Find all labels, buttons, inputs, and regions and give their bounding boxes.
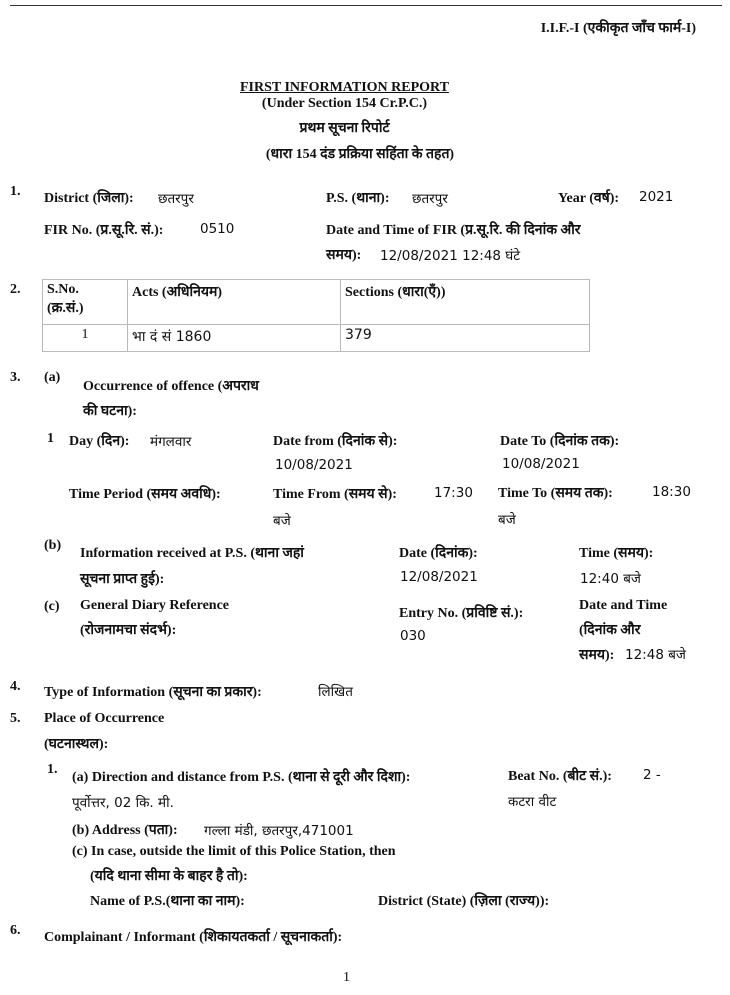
hindi-title: प्रथम सूचना रिपोर्ट bbox=[299, 121, 390, 136]
info-time-value: 12:40 बजे bbox=[580, 571, 641, 587]
cell-sno: 1 bbox=[43, 325, 128, 352]
place-row-number: 1. bbox=[47, 762, 58, 777]
occurrence-label: Occurrence of offence (अपराध bbox=[83, 379, 259, 394]
gd-dt-label-2: (दिनांक और bbox=[579, 623, 641, 638]
beat-value: 2 - bbox=[643, 767, 661, 783]
time-to-label: Time To (समय तक): bbox=[498, 486, 613, 501]
section-1-number: 1. bbox=[10, 184, 21, 199]
section-3-number: 3. bbox=[10, 370, 21, 385]
fir-label: FIR No. (प्र.सू.रि. सं.): bbox=[44, 223, 164, 238]
time-from-value: 17:30 bbox=[434, 485, 473, 501]
info-date-value: 12/08/2021 bbox=[400, 569, 478, 585]
info-received-label: Information received at P.S. (थाना जहां bbox=[80, 546, 304, 561]
header-acts: Acts (अधिनियम) bbox=[128, 280, 341, 325]
date-to-value: 10/08/2021 bbox=[502, 456, 580, 472]
district-value: छतरपुर bbox=[158, 191, 194, 207]
page-number: 1 bbox=[343, 970, 350, 985]
gd-dt-value: 12:48 बजे bbox=[625, 647, 686, 663]
info-date-label: Date (दिनांक): bbox=[399, 546, 478, 561]
info-type-label: Type of Information (सूचना का प्रकार): bbox=[44, 685, 262, 700]
place-label: Place of Occurrence bbox=[44, 711, 165, 726]
section-2-number: 2. bbox=[10, 282, 21, 297]
outside-label: (c) In case, outside the limit of this Police Station, then bbox=[72, 844, 396, 859]
cell-act: भा दं सं 1860 bbox=[128, 325, 341, 352]
cell-sections: 379 bbox=[341, 325, 590, 352]
s3-c: (c) bbox=[44, 599, 60, 614]
fir-value: 0510 bbox=[200, 221, 235, 237]
entry-value: 030 bbox=[400, 628, 426, 644]
occ-row-number: 1 bbox=[47, 431, 54, 446]
time-period-label: Time Period (समय अवधि): bbox=[69, 487, 221, 502]
gd-label: General Diary Reference bbox=[80, 598, 230, 613]
fir-date-label: Date and Time of FIR (प्र.सू.रि. की दिनांक और bbox=[326, 223, 581, 238]
name-ps-label: Name of P.S.(थाना का नाम): bbox=[90, 894, 245, 909]
year-value: 2021 bbox=[639, 189, 674, 205]
ps-value: छतरपुर bbox=[412, 191, 448, 207]
beat-value-2: कटरा वीट bbox=[508, 794, 557, 810]
gd-dt-label: Date and Time bbox=[579, 598, 668, 613]
occurrence-label-2: की घटना): bbox=[83, 404, 137, 419]
entry-label: Entry No. (प्रविष्टि सं.): bbox=[399, 606, 524, 621]
date-from-value: 10/08/2021 bbox=[275, 457, 353, 473]
acts-table bbox=[42, 279, 590, 352]
ps-label: P.S. (थाना): bbox=[326, 191, 390, 206]
direction-label: (a) Direction and distance from P.S. (थाना से दूरी और दिशा): bbox=[72, 770, 411, 785]
table-header-row bbox=[43, 280, 590, 325]
beat-label: Beat No. (बीट सं.): bbox=[508, 769, 612, 784]
table-row bbox=[43, 325, 590, 352]
district-state-label: District (State) (ज़िला (राज्य)): bbox=[378, 894, 550, 909]
time-from-unit: बजे bbox=[273, 513, 291, 529]
s3-a: (a) bbox=[44, 370, 61, 385]
address-value: गल्ला मंडी, छतरपुर,471001 bbox=[204, 823, 354, 839]
gd-label-2: (रोजनामचा संदर्भ): bbox=[80, 623, 177, 638]
header-sno-line2: (क्र.सं.) bbox=[47, 301, 84, 316]
page-subtitle: (Under Section 154 Cr.P.C.) bbox=[261, 96, 428, 111]
address-label: (b) Address (पता): bbox=[72, 823, 178, 838]
info-received-label-2: सूचना प्राप्त हुई): bbox=[80, 572, 165, 587]
header-sections: Sections (धारा(एँ)) bbox=[341, 280, 590, 325]
info-time-label: Time (समय): bbox=[579, 546, 654, 561]
header-sno bbox=[43, 280, 128, 325]
top-rule bbox=[10, 5, 722, 6]
day-label: Day (दिन): bbox=[69, 434, 130, 449]
hindi-subtitle: (धारा 154 दंड प्रक्रिया सहिंता के तहत) bbox=[265, 147, 455, 162]
time-from-label: Time From (समय से): bbox=[273, 487, 397, 502]
fir-date-label-2: समय): bbox=[326, 248, 362, 263]
complainant-label: Complainant / Informant (शिकायतकर्ता / सूचनाकर्ता): bbox=[44, 930, 343, 945]
date-to-label: Date To (दिनांक तक): bbox=[500, 434, 620, 449]
fir-date-value: 12/08/2021 12:48 घंटे bbox=[380, 248, 521, 264]
district-label: District (जिला): bbox=[44, 191, 134, 206]
year-label: Year (वर्ष): bbox=[558, 191, 620, 206]
time-to-value: 18:30 bbox=[652, 484, 691, 500]
time-to-unit: बजे bbox=[498, 512, 516, 528]
place-label-2: (घटनास्थल): bbox=[44, 737, 109, 752]
section-5-number: 5. bbox=[10, 711, 21, 726]
form-id: I.I.F.-I (एकीकृत जाँच फार्म-I) bbox=[540, 21, 696, 36]
header-sno-line1: S.No. bbox=[47, 282, 79, 297]
day-value: मंगलवार bbox=[150, 434, 192, 450]
page-title: FIRST INFORMATION REPORT bbox=[239, 80, 449, 95]
date-from-label: Date from (दिनांक से): bbox=[273, 434, 398, 449]
s3-b: (b) bbox=[44, 538, 62, 553]
section-6-number: 6. bbox=[10, 923, 21, 938]
info-type-value: लिखित bbox=[318, 684, 353, 700]
section-4-number: 4. bbox=[10, 679, 21, 694]
gd-dt-label-3: समय): bbox=[579, 648, 615, 663]
outside-label-2: (यदि थाना सीमा के बाहर है तो): bbox=[90, 869, 248, 884]
direction-value: पूर्वोत्तर, 02 कि. मी. bbox=[72, 795, 174, 811]
